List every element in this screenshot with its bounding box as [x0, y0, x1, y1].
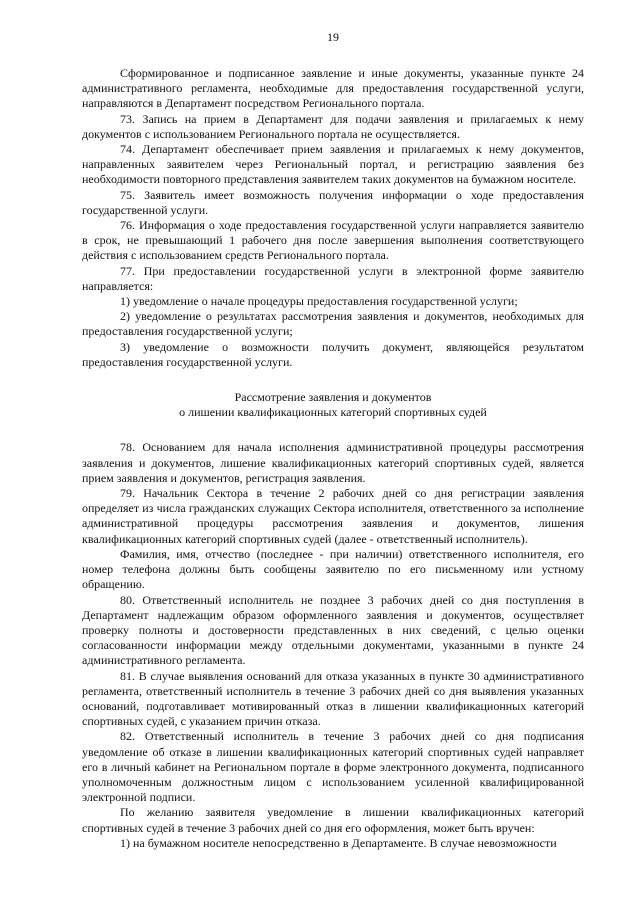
paragraph-contact: Фамилия, имя, отчество (последнее - при наличии) ответственного исполнителя, его номер телефона должны быть сообщены заявителю по его письменному или устному обращению.: [82, 546, 584, 592]
section-heading-line-1: Рассмотрение заявления и документов: [234, 390, 432, 405]
paragraph-request: По желанию заявителя уведомление в лишении квалификационных категорий спортивных судей в течение 3 рабочих дней со дня его оформления, может быть вручен:: [82, 805, 584, 835]
page-number: 19: [327, 30, 339, 44]
paragraph-80: 80. Ответственный исполнитель не позднее 3 рабочих дней со дня поступления в Департамент надлежащим образом оформленного заявления и документов, осуществляет проверку полноты и достоверности представленных в них сведений, с целью оценки согласованности информации между отдельными документами, указанными в пункте 24 административного регламента.: [82, 592, 584, 668]
spacer: [82, 370, 584, 390]
paragraph-78: 78. Основанием для начала исполнения административной процедуры рассмотрения заявления и документов, лишение квалификационных категорий спортивных судей, является прием заявления и документов, регистрация заявления.: [82, 440, 584, 485]
paragraph-intro: Сформированное и подписанное заявление и иные документы, указанные пункте 24 административного регламента, необходимые для предоставления государственной услуги, направляются в Департамент посредством Регионального портала.: [82, 66, 584, 111]
bottom-section: [82, 440, 584, 850]
top-section: [82, 66, 584, 370]
list-item-1: 1) уведомление о начале процедуры предоставления государственной услуги;: [120, 294, 518, 309]
section-heading-line-2: о лишении квалификационных категорий спортивных судей: [179, 405, 487, 420]
section-heading: [82, 390, 584, 420]
list-item-delivery-1: 1) на бумажном носителе непосредственно в Департаменте. В случае невозможности: [120, 835, 557, 850]
list-item-3: 3) уведомление о возможности получить документ, являющейся результатом предоставления государственной услуги.: [82, 339, 584, 369]
paragraph-76: 76. Информация о ходе предоставления государственной услуги направляется заявителю в срок, не превышающий 1 рабочего дня после завершения выполнения соответствующего действия с использованием средств Регионального портала.: [82, 218, 584, 263]
list-item-2: 2) уведомление о результатах рассмотрения заявления и документов, необходимых для предоставления государственной услуги;: [82, 309, 584, 339]
paragraph-82: 82. Ответственный исполнитель в течение 3 рабочих дней со дня подписания уведомление об отказе в лишении квалификационных категорий спортивных судей направляет его в личный кабинет на Региональном портале в форме электронного документа, подписанного уполномоченным должностным лицом с использованием усиленной квалифицированной электронной подписи.: [82, 729, 584, 805]
paragraph-73: 73. Запись на прием в Департамент для подачи заявления и прилагаемых к нему документов с использованием Регионального портала не осуществляется.: [82, 111, 584, 141]
paragraph-79: 79. Начальник Сектора в течение 2 рабочих дней со дня регистрации заявления определяет из числа гражданских служащих Сектора исполнителя, ответственного за исполнение административной процедуры рассмотрения заявления и документов, лишения квалификационных категорий спортивных судей (далее - ответственный исполнитель).: [82, 486, 584, 546]
spacer: [82, 420, 584, 440]
document-page: [82, 30, 584, 851]
paragraph-77: 77. При предоставлении государственной услуги в электронной форме заявителю направляется:: [82, 263, 584, 293]
paragraph-74: 74. Департамент обеспечивает прием заявления и прилагаемых к нему документов, направленных заявителем через Региональный портал, и регистрацию заявления без необходимости повторного представления заявителем таких документов на бумажном носителе.: [82, 142, 584, 187]
paragraph-75: 75. Заявитель имеет возможность получения информации о ходе предоставления государственной услуги.: [82, 187, 584, 217]
paragraph-81: 81. В случае выявления оснований для отказа указанных в пункте 30 административного регламента, ответственный исполнитель в течение 3 рабочих дней со дня выявления указанных оснований, подготавливает мотивированный отказ в лишении квалификационных категорий спортивных судей, с указанием причин отказа.: [82, 668, 584, 729]
